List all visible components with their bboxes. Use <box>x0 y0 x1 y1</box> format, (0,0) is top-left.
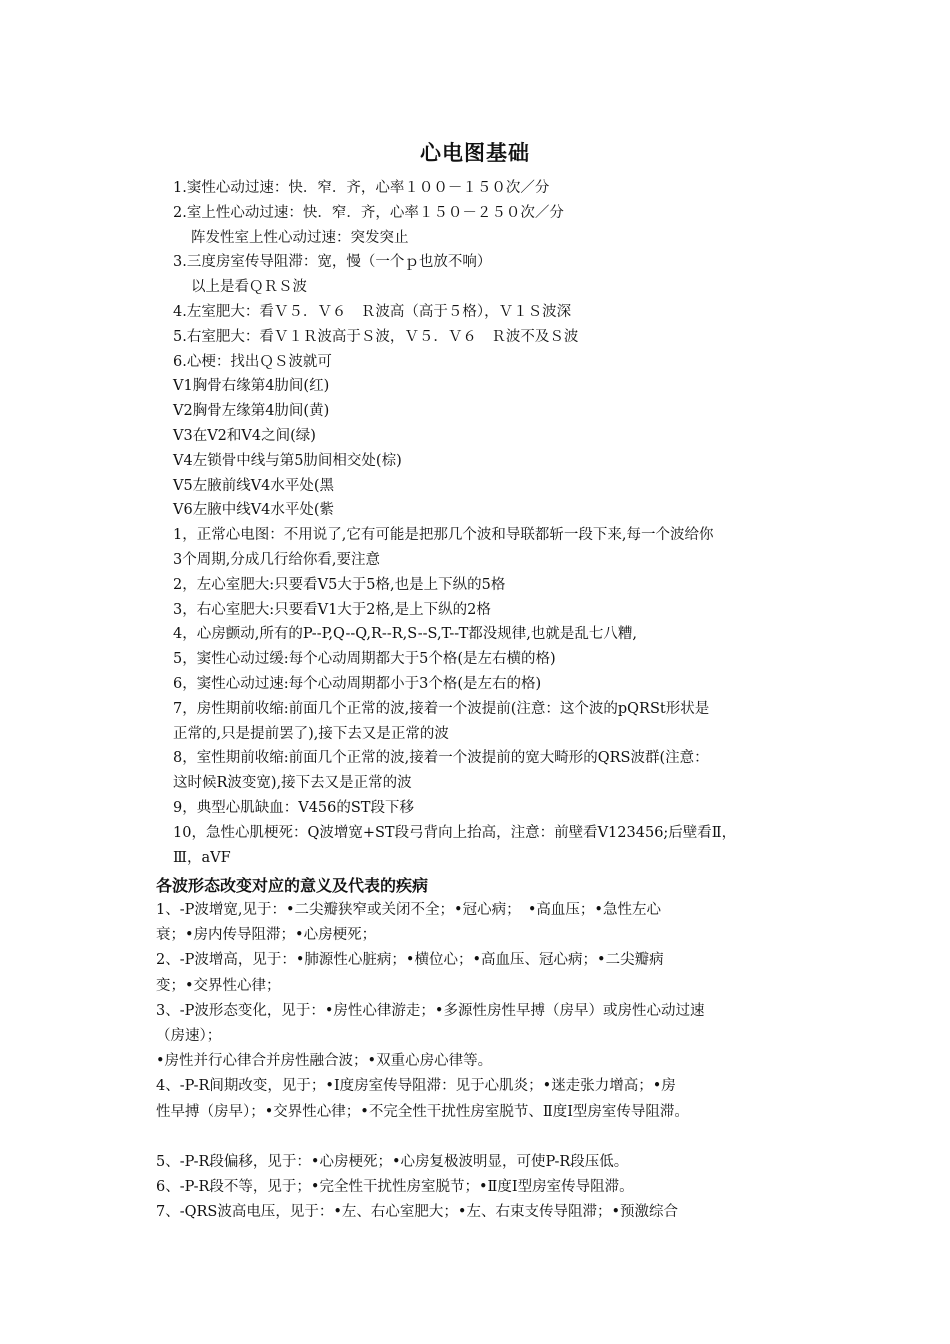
text-line: 以上是看ＱＲＳ波 <box>191 279 307 296</box>
section-heading: 各波形态改变对应的意义及代表的疾病 <box>156 876 429 895</box>
text-line: 9，典型心肌缺血：V456的ST段下移 <box>173 799 414 816</box>
text-line: （房速）； <box>156 1027 222 1044</box>
text-line: 5、-P-R段偏移，见于：•心房梗死；•心房复极波明显，可使P-R段压低。 <box>156 1153 629 1170</box>
text-line: 2、-P波增高，见于：•肺源性心脏病；•横位心；•高血压、冠心病；•二尖瓣病 <box>156 952 664 969</box>
text-line: 性早搏（房早）；•交界性心律；•不完全性干扰性房室脱节、Ⅱ度Ⅰ型房室传导阻滞。 <box>156 1103 689 1120</box>
text-line: 3、-P波形态变化，见于：•房性心律游走；•多源性房性早搏（房早）或房性心动过速 <box>156 1002 705 1019</box>
text-line: 3个周期,分成几行给你看,要注意 <box>173 551 380 568</box>
text-line: 6、-P-R段不等，见于；•完全性干扰性房室脱节；•Ⅱ度Ⅰ型房室传导阻滞。 <box>156 1179 634 1196</box>
waveform-changes-list <box>156 898 836 1225</box>
text-line: 变；•交界性心律； <box>156 977 281 994</box>
text-line: 7，房性期前收缩:前面几个正常的波,接着一个波提前(注意：这个波的pQRSt形状是 <box>173 700 710 717</box>
text-line: 3，右心室肥大:只要看V1大于2格,是上下纵的2格 <box>173 601 491 618</box>
text-line: 5，窦性心动过缓:每个心动周期都大于5个格(是左右横的格) <box>173 651 556 668</box>
text-line: 6.心梗：找出ＱＳ波就可 <box>173 353 332 370</box>
text-line: 2.室上性心动过速：快．窄．齐，心率１５０－２５０次／分 <box>173 204 564 221</box>
text-line: 这时候R波变宽),接下去又是正常的波 <box>173 775 412 792</box>
text-line: 正常的,只是提前罢了),接下去又是正常的波 <box>173 725 449 742</box>
text-line: 衰；•房内传导阻滞；•心房梗死； <box>156 927 377 944</box>
text-line: 4、-P-R间期改变，见于；•Ⅰ度房室传导阻滞：见于心肌炎；•迷走张力增高；•房 <box>156 1078 676 1095</box>
page-title: 心电图基础 <box>420 141 530 165</box>
text-line: V6左腋中线V4水平处(紫 <box>173 502 335 519</box>
text-line: V4左锁骨中线与第5肋间相交处(棕) <box>173 452 402 469</box>
text-line: •房性并行心律合并房性融合波；•双重心房心律等。 <box>156 1053 493 1070</box>
text-line: 1、-P波增宽,见于：•二尖瓣狭窄或关闭不全；•冠心病； •高血压；•急性左心 <box>156 902 661 918</box>
text-line: 1.窦性心动过速：快．窄．齐，心率１００－１５０次／分 <box>173 180 550 196</box>
text-line: V5左腋前线V4水平处(黑 <box>173 477 335 494</box>
text-line: V2胸骨左缘第4肋间(黄) <box>173 403 330 420</box>
text-line: 10，急性心肌梗死：Q波增宽+ST段弓背向上抬高，注意：前壁看V123456;后壁看Ⅱ， <box>173 824 737 841</box>
text-line: 4.左室肥大：看Ｖ５．Ｖ６ Ｒ波高（高于５格），Ｖ１Ｓ波深 <box>173 303 572 320</box>
text-line: V3在V2和V4之间(绿) <box>173 427 316 444</box>
text-line: 阵发性室上性心动过速：突发突止 <box>191 229 409 246</box>
text-line: 5.右室肥大：看Ｖ１Ｒ波高于Ｓ波，Ｖ５．Ｖ６ Ｒ波不及Ｓ波 <box>173 328 579 345</box>
text-line: 7、-QRS波高电压，见于：•左、右心室肥大；•左、右束支传导阻滞；•预激综合 <box>156 1204 679 1221</box>
text-line: V1胸骨右缘第4肋间(红) <box>173 378 330 395</box>
text-line: 2，左心室肥大:只要看V5大于5格,也是上下纵的5格 <box>173 576 506 593</box>
text-line: 6，窦性心动过速:每个心动周期都小于3个格(是左右的格) <box>173 675 542 692</box>
text-line: 3.三度房室传导阻滞：宽，慢（一个ｐ也放不响） <box>173 254 492 271</box>
ecg-basics-list <box>173 176 833 870</box>
text-line: 4，心房颤动,所有的P--P,Q--Q,R--R,S--S,T--T都没规律,也就是乱七八糟, <box>173 626 638 643</box>
blank-line <box>156 1125 836 1150</box>
text-line: Ⅲ，aVF <box>173 849 231 866</box>
text-line: 8，室性期前收缩:前面几个正常的波,接着一个波提前的宽大畸形的QRS波群(注意： <box>173 750 709 767</box>
text-line: 1，正常心电图：不用说了,它有可能是把那几个波和导联都斩一段下来,每一个波给你 <box>173 527 714 544</box>
